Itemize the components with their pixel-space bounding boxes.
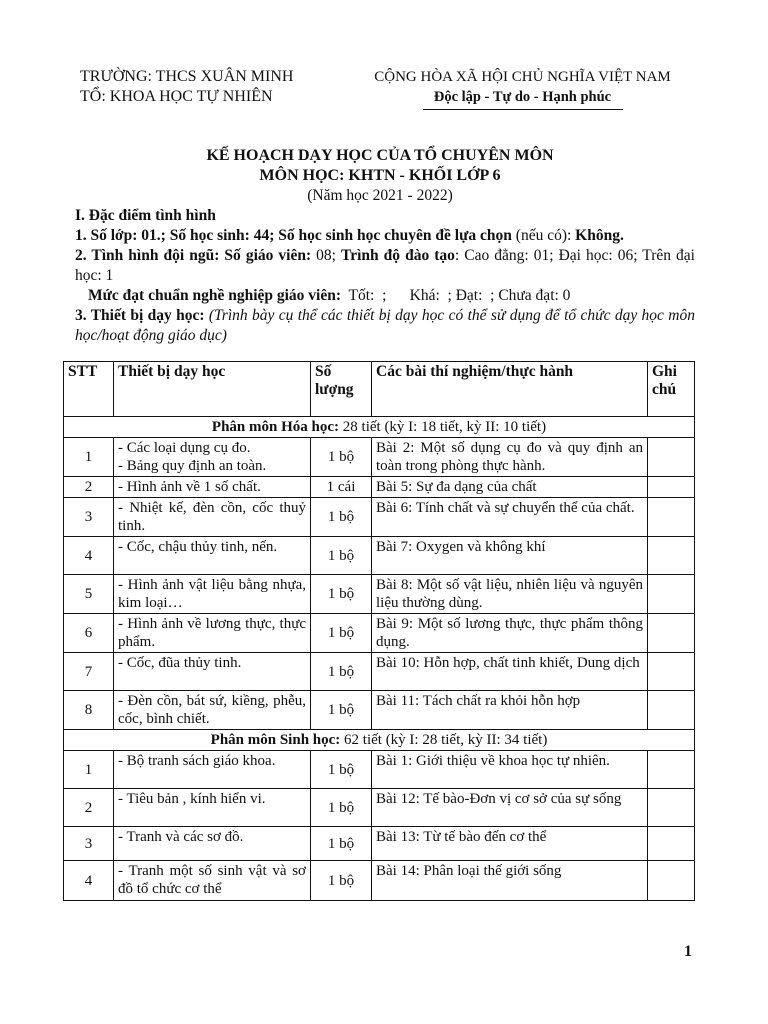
class-info-label: 1. Số lớp: 01.; Số học sinh: 44; Số học sinh học chuyên đề lựa chọn — [75, 227, 512, 244]
page-number: 1 — [684, 943, 692, 960]
table-row — [64, 789, 695, 827]
section-title-label: Phân môn Sinh học: — [210, 732, 341, 748]
standard-value: Tốt: ; Khá: ; Đạt: ; Chưa đạt: 0 — [341, 287, 571, 304]
section-title-detail: 28 tiết (kỳ I: 18 tiết, kỳ II: 10 tiết) — [339, 419, 547, 435]
row-equipment: - Nhiệt kế, đèn cồn, cốc thuỷ tinh. — [114, 498, 311, 537]
title-line-3: (Năm học 2021 - 2022) — [307, 187, 453, 204]
col-header-quantity: Số lượng — [311, 362, 372, 417]
equipment-note: (Trình bày cụ thể các thiết bị dạy học có thể sử dụng để tổ chức dạy học môn học/hoạt động giáo dục) — [75, 307, 695, 344]
row-stt: 1 — [64, 438, 114, 477]
table-row — [64, 653, 695, 691]
row-quantity: 1 bộ — [311, 789, 372, 827]
table-row — [64, 537, 695, 575]
row-lesson: Bài 10: Hỗn hợp, chất tinh khiết, Dung dịch — [372, 653, 648, 691]
document-title — [60, 146, 700, 206]
row-note — [648, 477, 695, 498]
class-info-note: (nếu có): — [511, 227, 576, 244]
col-header-lesson: Các bài thí nghiệm/thực hành — [372, 362, 648, 417]
row-quantity: 1 bộ — [311, 438, 372, 477]
row-note — [648, 614, 695, 653]
equipment-table — [63, 361, 695, 901]
row-lesson: Bài 5: Sự đa dạng của chất — [372, 477, 648, 498]
row-lesson: Bài 6: Tính chất và sự chuyển thể của chất. — [372, 498, 648, 537]
staff-info — [75, 246, 695, 286]
row-equipment: - Tiêu bản , kính hiển vi. — [114, 789, 311, 827]
table-row — [64, 438, 695, 477]
row-lesson: Bài 14: Phân loại thế giới sống — [372, 861, 648, 901]
row-lesson: Bài 8: Một số vật liệu, nhiên liệu và nguyên liệu thường dùng. — [372, 575, 648, 614]
table-row — [64, 498, 695, 537]
table-row — [64, 861, 695, 901]
row-note — [648, 861, 695, 901]
row-lesson: Bài 7: Oxygen và không khí — [372, 537, 648, 575]
table-row — [64, 614, 695, 653]
class-info-value: Không. — [575, 227, 624, 244]
row-stt: 7 — [64, 653, 114, 691]
row-stt: 5 — [64, 575, 114, 614]
situation-section — [75, 206, 695, 346]
row-quantity: 1 bộ — [311, 751, 372, 789]
row-quantity: 1 bộ — [311, 537, 372, 575]
row-equipment: - Tranh và các sơ đồ. — [114, 827, 311, 861]
section-title-label: Phân môn Hóa học: — [211, 419, 340, 435]
table-row — [64, 691, 695, 730]
school-header — [80, 67, 293, 107]
motto: Độc lập - Tự do - Hạnh phúc — [433, 89, 612, 105]
title-line-1: KẾ HOẠCH DẠY HỌC CỦA TỔ CHUYÊN MÔN — [206, 147, 554, 164]
row-quantity: 1 bộ — [311, 653, 372, 691]
table-row — [64, 477, 695, 498]
table-row — [64, 751, 695, 789]
section-title — [64, 417, 695, 438]
row-lesson: Bài 13: Từ tế bào đến cơ thể — [372, 827, 648, 861]
section-heading: I. Đặc điểm tình hình — [75, 207, 216, 224]
row-equipment: - Cốc, đũa thủy tinh. — [114, 653, 311, 691]
col-header-equipment: Thiết bị dạy học — [114, 362, 311, 417]
row-lesson: Bài 1: Giới thiệu về khoa học tự nhiên. — [372, 751, 648, 789]
row-quantity: 1 bộ — [311, 827, 372, 861]
equipment-intro — [75, 306, 695, 346]
section-row — [64, 417, 695, 438]
row-lesson: Bài 9: Một số lương thực, thực phẩm thông dụng. — [372, 614, 648, 653]
school-name: TRƯỜNG: THCS XUÂN MINH — [80, 68, 294, 85]
row-equipment: - Cốc, chậu thủy tinh, nến. — [114, 537, 311, 575]
group-name: TỔ: KHOA HỌC TỰ NHIÊN — [80, 88, 273, 105]
class-info — [75, 226, 695, 246]
row-equipment: - Các loại dụng cụ đo. - Bảng quy định an toàn. — [114, 438, 311, 477]
motto-underline — [423, 109, 623, 110]
row-stt: 2 — [64, 789, 114, 827]
row-stt: 1 — [64, 751, 114, 789]
national-header — [355, 67, 690, 110]
row-note — [648, 751, 695, 789]
standard-info — [75, 286, 695, 306]
row-equipment: - Hình ảnh về lương thực, thực phẩm. — [114, 614, 311, 653]
row-equipment: - Hình ảnh vật liệu bằng nhựa, kim loại… — [114, 575, 311, 614]
row-equipment: - Bộ tranh sách giáo khoa. — [114, 751, 311, 789]
row-stt: 6 — [64, 614, 114, 653]
row-quantity: 1 bộ — [311, 614, 372, 653]
staff-value-2: : Cao đẳng: 01; Đại học: 06; Trên đại học: 1 — [75, 247, 695, 284]
row-quantity: 1 bộ — [311, 691, 372, 730]
col-header-stt: STT — [64, 362, 114, 417]
staff-value-1: 08; — [311, 247, 342, 264]
table-row — [64, 575, 695, 614]
row-lesson: Bài 11: Tách chất ra khỏi hỗn hợp — [372, 691, 648, 730]
row-stt: 8 — [64, 691, 114, 730]
row-note — [648, 789, 695, 827]
row-quantity: 1 bộ — [311, 498, 372, 537]
row-note — [648, 691, 695, 730]
country-name: CỘNG HÒA XÃ HỘI CHỦ NGHĨA VIỆT NAM — [374, 69, 671, 85]
row-equipment: - Đèn cồn, bát sứ, kiềng, phễu, cốc, bình chiết. — [114, 691, 311, 730]
row-stt: 3 — [64, 498, 114, 537]
row-note — [648, 438, 695, 477]
row-note — [648, 498, 695, 537]
row-note — [648, 653, 695, 691]
table-header-row — [64, 362, 695, 417]
staff-label-1: 2. Tình hình đội ngũ: Số giáo viên: — [75, 247, 312, 264]
row-equipment: - Tranh một số sinh vật và sơ đồ tổ chức cơ thể — [114, 861, 311, 901]
row-lesson: Bài 12: Tế bào-Đơn vị cơ sở của sự sống — [372, 789, 648, 827]
table-row — [64, 827, 695, 861]
row-lesson: Bài 2: Một số dụng cụ đo và quy định an toàn trong phòng thực hành. — [372, 438, 648, 477]
title-line-2: MÔN HỌC: KHTN - KHỐI LỚP 6 — [259, 167, 501, 184]
row-note — [648, 537, 695, 575]
row-equipment: - Hình ảnh về 1 số chất. — [114, 477, 311, 498]
row-stt: 4 — [64, 537, 114, 575]
equipment-label: 3. Thiết bị dạy học: — [75, 307, 205, 324]
row-note — [648, 827, 695, 861]
row-quantity: 1 bộ — [311, 575, 372, 614]
standard-label: Mức đạt chuẩn nghề nghiệp giáo viên: — [88, 287, 342, 304]
section-row — [64, 730, 695, 751]
col-header-note: Ghi chú — [648, 362, 695, 417]
row-stt: 3 — [64, 827, 114, 861]
row-stt: 2 — [64, 477, 114, 498]
staff-label-2: Trình độ đào tạo — [341, 247, 455, 264]
row-stt: 4 — [64, 861, 114, 901]
row-quantity: 1 bộ — [311, 861, 372, 901]
section-title — [64, 730, 695, 751]
row-note — [648, 575, 695, 614]
row-quantity: 1 cái — [311, 477, 372, 498]
section-title-detail: 62 tiết (kỳ I: 28 tiết, kỳ II: 34 tiết) — [340, 732, 548, 748]
